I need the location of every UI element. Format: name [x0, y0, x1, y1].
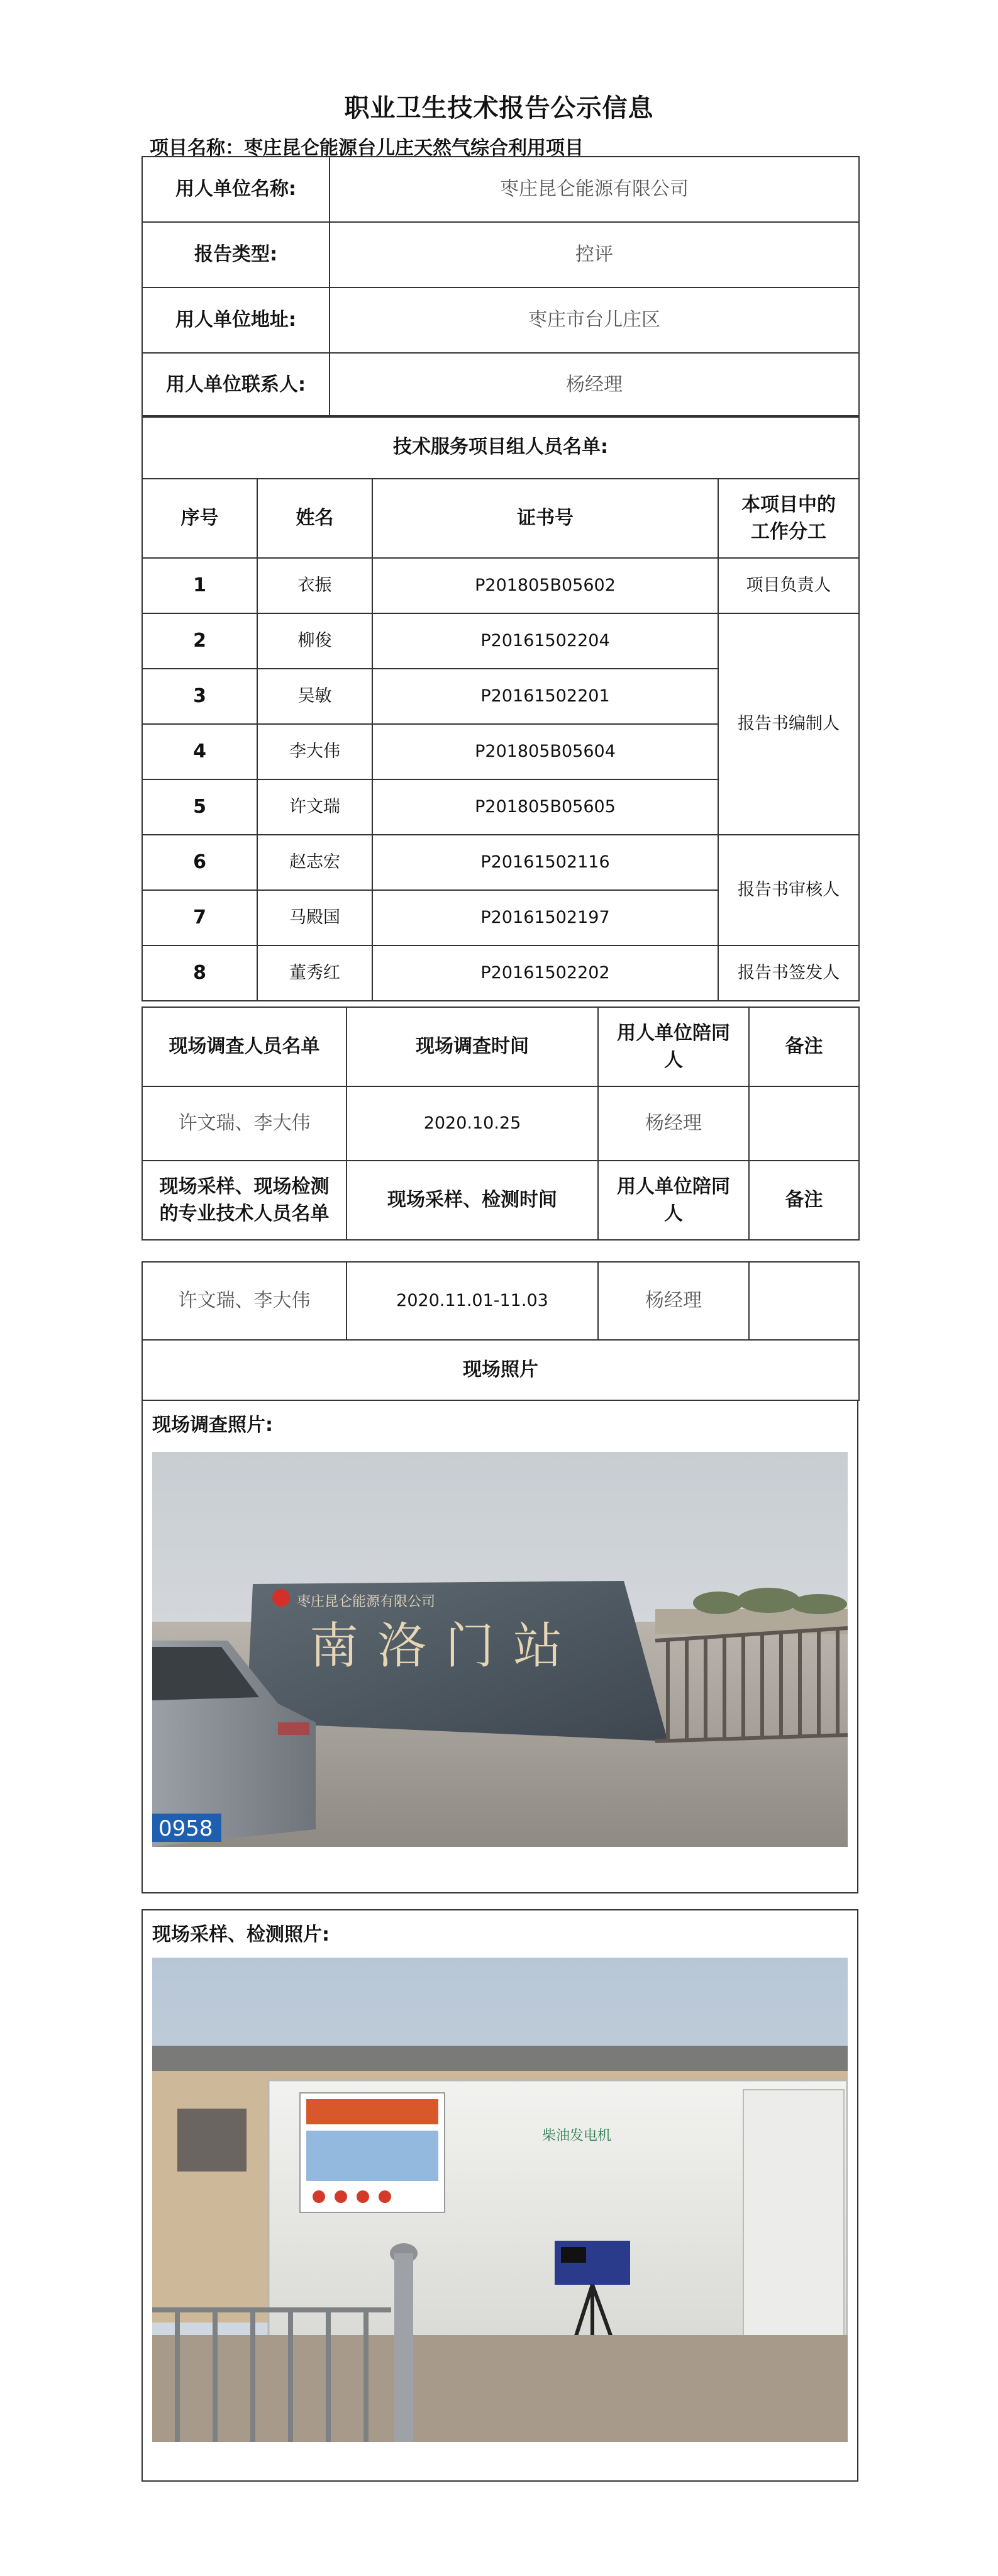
page-title: 职业卫生技术报告公示信息: [344, 94, 654, 123]
member-cert: P20161502204: [372, 613, 718, 669]
member-name: 李大伟: [257, 724, 372, 779]
info-row: [142, 353, 859, 417]
info-label: 报告类型:: [142, 222, 330, 287]
sampling-names: 许文瑞、李大伟: [142, 1262, 347, 1340]
info-value: 枣庄市台儿庄区: [330, 287, 859, 353]
survey-photo: [152, 1452, 848, 1847]
member-cert: P201805B05605: [372, 779, 718, 835]
survey-photo-scene: [152, 1452, 848, 1847]
info-value: 杨经理: [330, 353, 859, 417]
info-value: 控评: [330, 222, 859, 287]
team-table: [141, 415, 860, 1001]
info-row: [142, 222, 859, 287]
member-no: 5: [142, 779, 257, 835]
sampling-time-header: 现场采样、检测时间: [347, 1161, 598, 1240]
survey-row: [142, 1086, 859, 1161]
col-header-cert: 证书号: [372, 479, 718, 558]
member-cert: P201805B05604: [372, 724, 718, 779]
sampling-escort: 杨经理: [598, 1262, 749, 1340]
survey-note-header: 备注: [749, 1007, 859, 1086]
sampling-names-header-line2: 的专业技术人员名单: [159, 1203, 330, 1225]
member-name: 衣振: [257, 558, 372, 613]
sampling-escort-header-line1: 用人单位陪同: [617, 1175, 730, 1198]
sampling-photo-scene: [152, 1958, 848, 2442]
survey-table: [141, 1006, 860, 1241]
team-header-row: [142, 479, 859, 558]
sampling-header-row: [142, 1161, 859, 1240]
sampling-note-header: 备注: [749, 1161, 859, 1240]
info-label: 用人单位联系人:: [142, 353, 330, 417]
info-row: [142, 287, 859, 353]
sampling-table: [141, 1261, 860, 1401]
col-header-name: 姓名: [257, 479, 372, 558]
member-name: 赵志宏: [257, 835, 372, 890]
car-plate-text: 0958: [158, 1816, 213, 1841]
member-role: 项目负责人: [718, 558, 859, 613]
sampling-note: [749, 1262, 859, 1340]
sign-company-text: 枣庄昆仑能源有限公司: [297, 1594, 436, 1610]
member-name: 吴敏: [257, 669, 372, 724]
table-row: [142, 613, 859, 669]
sampling-escort-header-line2: 人: [664, 1203, 683, 1225]
survey-escort: 杨经理: [598, 1086, 749, 1161]
member-cert: P201805B05602: [372, 558, 718, 613]
sampling-row: [142, 1262, 859, 1340]
survey-note: [749, 1086, 859, 1161]
team-heading: 技术服务项目组人员名单:: [142, 416, 859, 479]
survey-escort-header-line2: 人: [664, 1049, 683, 1071]
sampling-names-header-line1: 现场采样、现场检测: [159, 1175, 330, 1198]
info-label: 用人单位名称:: [142, 157, 330, 222]
survey-names: 许文瑞、李大伟: [142, 1086, 347, 1161]
survey-photo-label: 现场调查照片:: [152, 1414, 273, 1436]
member-no: 4: [142, 724, 257, 779]
sign-station-text: 南洛门站: [309, 1618, 582, 1675]
member-name: 许文瑞: [257, 779, 372, 835]
generator-label-text: 柴油发电机: [542, 2128, 612, 2144]
info-value: 枣庄昆仑能源有限公司: [330, 157, 859, 222]
member-no: 2: [142, 613, 257, 669]
member-cert: P20161502201: [372, 669, 718, 724]
member-role: 报告书编制人: [718, 613, 859, 835]
project-value: 枣庄昆仑能源台儿庄天然气综合利用项目: [244, 137, 584, 159]
table-row: [142, 945, 859, 1001]
member-no: 8: [142, 945, 257, 1001]
sampling-time: 2020.11.01-11.03: [347, 1262, 598, 1340]
table-row: [142, 835, 859, 890]
member-role: 报告书审核人: [718, 835, 859, 945]
col-header-role-line1: 本项目中的: [741, 493, 836, 516]
member-no: 1: [142, 558, 257, 613]
member-name: 董秀红: [257, 945, 372, 1001]
info-label: 用人单位地址:: [142, 287, 330, 353]
survey-escort-header-line1: 用人单位陪同: [617, 1022, 730, 1044]
col-header-no: 序号: [142, 479, 257, 558]
member-no: 7: [142, 890, 257, 945]
table-row: [142, 558, 859, 613]
survey-names-header: 现场调查人员名单: [142, 1007, 347, 1086]
member-name: 柳俊: [257, 613, 372, 669]
project-label: 项目名称：: [150, 137, 244, 159]
info-row: [142, 157, 859, 222]
sampling-escort-header: [598, 1161, 749, 1240]
member-role: 报告书签发人: [718, 945, 859, 1001]
col-header-role-line2: 工作分工: [751, 521, 826, 543]
unit-info-table: [141, 156, 860, 418]
sampling-names-header: [142, 1161, 347, 1240]
survey-time-header: 现场调查时间: [347, 1007, 598, 1086]
member-name: 马殿国: [257, 890, 372, 945]
sampling-photo-label: 现场采样、检测照片:: [152, 1924, 330, 1946]
member-no: 3: [142, 669, 257, 724]
survey-time: 2020.10.25: [347, 1086, 598, 1161]
photos-heading: 现场照片: [142, 1340, 859, 1400]
survey-header-row: [142, 1007, 859, 1086]
member-cert: P20161502202: [372, 945, 718, 1001]
col-header-role: [718, 479, 859, 558]
sampling-photo: [152, 1958, 848, 2442]
member-cert: P20161502116: [372, 835, 718, 890]
member-no: 6: [142, 835, 257, 890]
member-cert: P20161502197: [372, 890, 718, 945]
survey-escort-header: [598, 1007, 749, 1086]
